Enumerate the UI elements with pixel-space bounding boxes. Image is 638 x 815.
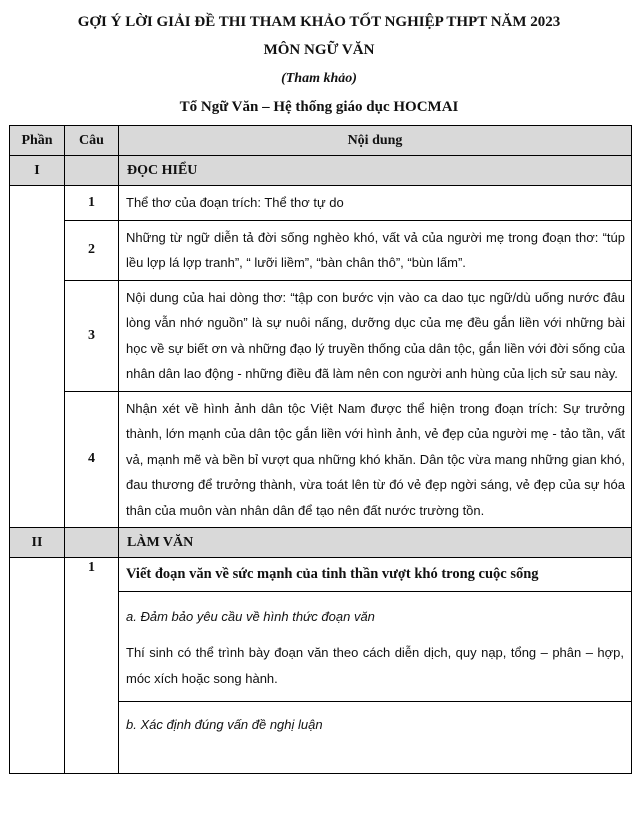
section-row-writing [10, 528, 632, 558]
header-part: Phần [10, 126, 65, 156]
question-number: 3 [65, 280, 119, 391]
table-row [10, 220, 632, 280]
header-content: Nội dung [119, 126, 632, 156]
question-number: 2 [65, 220, 119, 280]
reference-note: (Tham khảo) [281, 71, 357, 86]
sub-block-a [119, 591, 631, 701]
section-part-number: II [10, 528, 65, 558]
sub-a-text: Thí sinh có thể trình bày đoạn văn theo cách diễn dịch, quy nạp, tổng – phân – hợp, móc xích hoặc song hành. [126, 645, 624, 686]
table-row [10, 280, 632, 391]
part-empty-cell [10, 186, 65, 528]
question-number: 4 [65, 391, 119, 528]
section-empty-cell [65, 528, 119, 558]
table-row [10, 558, 632, 774]
answer-table [9, 125, 632, 774]
section-empty-cell [65, 156, 119, 186]
table-header-row [10, 126, 632, 156]
essay-heading: Viết đoạn văn về sức mạnh của tinh thần vượt khó trong cuộc sống [126, 566, 539, 582]
header-question: Câu [65, 126, 119, 156]
sub-block-b [119, 701, 631, 760]
author-line: Tổ Ngữ Văn – Hệ thống giáo dục HOCMAI [179, 99, 459, 115]
answer-text: Thể thơ của đoạn trích: Thể thơ tự do [119, 186, 632, 221]
section-title: LÀM VĂN [119, 528, 632, 558]
table-row [10, 186, 632, 221]
section-part-number: I [10, 156, 65, 186]
section-row-reading [10, 156, 632, 186]
essay-guidance [119, 558, 632, 774]
document-title: GỢI Ý LỜI GIẢI ĐỀ THI THAM KHẢO TỐT NGHIỆP THPT NĂM 2023 [77, 14, 561, 30]
part-empty-cell [10, 558, 65, 774]
answer-text: Nội dung của hai dòng thơ: “tập con bước vịn vào ca dao tục ngữ/dù uống nước đâu lòng vẫn nhớ nguồn” là sự nuôi nấng, dưỡng dục của mẹ đều gắn liền với những bài học về sự biết ơn và những đạo lý truyền thống của dân tộc, gắn liền với đời sống của nhân dân lao động - những điều đã làm nên con người anh hùng của lịch sử sau này. [119, 280, 632, 391]
table-row [10, 391, 632, 528]
sub-a-title: a. Đảm bảo yêu cầu về hình thức đoạn văn [126, 609, 375, 624]
question-number: 1 [65, 186, 119, 221]
answer-text: Những từ ngữ diễn tả đời sống nghèo khó, vất vả của người mẹ trong đoạn thơ: “túp lều lợp lá lợp tranh”, “ lưỡi liềm”, “bàn chân thô”, “bùn lấm”. [119, 220, 632, 280]
answer-text: Nhận xét về hình ảnh dân tộc Việt Nam được thể hiện trong đoạn trích: Sự trưởng thành, lớn mạnh của dân tộc gắn liền với hình ảnh, vẻ đẹp của người mẹ - tảo tần, vất vả, mạnh mẽ và bền bỉ vượt qua những khó khăn. Dân tộc vừa mang những gian khó, đau thương để trưởng thành, vừa toát lên từ đó vẻ đẹp ngời sáng, vẻ đẹp của sự hóa thân của muôn vàn nhân dân để tạo nên đất nước trường tồn. [119, 391, 632, 528]
sub-b-title: b. Xác định đúng vấn đề nghị luận [126, 717, 323, 732]
subject-title: MÔN NGỮ VĂN [263, 42, 375, 58]
section-title: ĐỌC HIỂU [119, 156, 632, 186]
question-number: 1 [65, 558, 119, 774]
